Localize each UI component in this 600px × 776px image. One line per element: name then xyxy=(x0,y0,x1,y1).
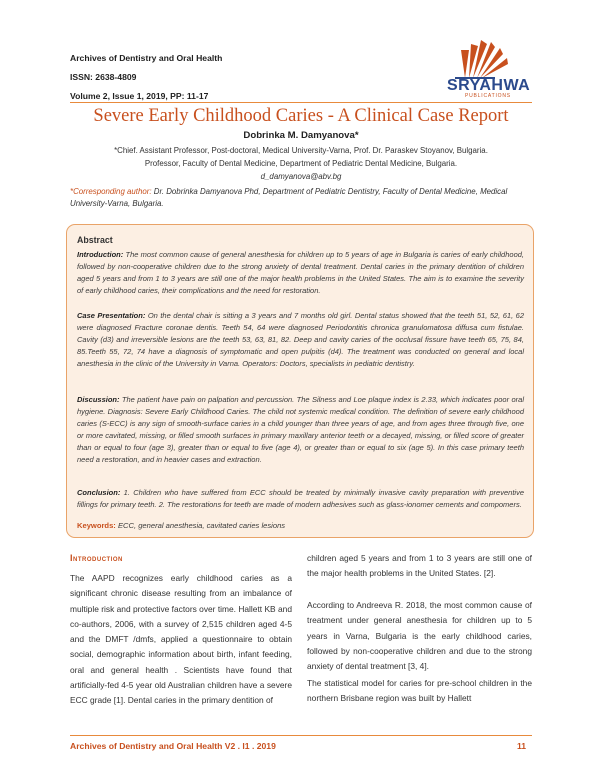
case-text: On the dental chair is sitting a 3 years and 7 months old girl. Dental status showed that the teeth 51, 52, 61, 62 were diagnosed Fracture coronae dentis. Teeth 54, 64 were diagnosed Periodontitis chronica granulomatosa diffusa cum fistulae. Cavity (d3) and irreversible lesions are the teeth 53, 63, 81, 82. Deep and cavity caries of the occlusal fissure have teeth 65, 75, 84, 85.Teeth 55, 72, 74 have a diagnosis of symptomatic and open pulpitis (d4). The treatment was conducted on general and local anesthesia in the clinic of the University in Varna. Operators: Doctors, specialists in pediatric dentistry. xyxy=(77,311,524,368)
volume-info: Volume 2, Issue 1, 2019, PP: 11-17 xyxy=(70,91,209,101)
abstract-introduction xyxy=(77,249,524,297)
issn: ISSN: 2638-4809 xyxy=(70,72,137,82)
corresponding-author xyxy=(70,186,532,210)
header-rule xyxy=(70,102,532,103)
author-email: d_damyanova@abv.bg xyxy=(260,172,342,181)
conclusion-label: Conclusion: xyxy=(77,488,121,497)
affiliation-line-1: *Chief. Assistant Professor, Post-doctoral, Medical University-Varna, Prof. Dr. Paraskev Stoyanov, Bulgaria. xyxy=(114,146,488,155)
case-label: Case Presentation: xyxy=(77,311,146,320)
publisher-logo xyxy=(425,36,535,98)
body-right-paragraph-1: children aged 5 years and from 1 to 3 years are still one of the major health problems in the United States. [2]. xyxy=(307,553,532,579)
discussion-text: The patient have pain on palpation and percussion. The Silness and Loe plaque index is 2.33, which indicates poor oral hygiene. Diagnosis: Severe Early Childhood Caries. The child not systemic medical condition. The definition of severe early childhood caries (S-ECC) is any sign of smooth-surface caries in a child younger than three years of age, and from ages three through five, one or more cavitated, missing, or filled smooth surfaces in primary maxillary anterior teeth or a decayed, missing, or filled score of greater than or equal to four (age 3), greater than or equal to five (age 4), or greater than or equal to six (age 5). In this case primary teeth need a restoration, and in heavier cases and extraction. xyxy=(77,395,524,464)
conclusion-text: 1. Children who have suffered from ECC should be treated by minimally invasive cavity preparation with preventive fillings for primary teeth. 2. The restorations for teeth are made of modern adhesives such as glass-ionomer cements and compomers. xyxy=(77,488,524,509)
body-right-paragraph-3: The statistical model for caries for pre-school children in the northern Brisbane region was built by Hallett xyxy=(307,678,532,704)
introduction-text: The most common cause of general anesthesia for children up to 5 years of age in Bulgaria is caries of early childhood, followed by non-cooperative children due to the strong anxiety of dental treatment. Dental caries in the primary dentition of children aged 5 years and from 1 to 3 years are still one of the major health problems in the United States. The aim is to examine the severity of early childhood caries, their complications and the need for restoration. xyxy=(77,250,524,295)
article-title: Severe Early Childhood Caries - A Clinical Case Report xyxy=(93,106,509,126)
keywords-label: Keywords: xyxy=(77,521,116,530)
author-name: Dobrinka M. Damyanova* xyxy=(243,130,359,141)
corresponding-label: *Corresponding author: xyxy=(70,187,152,196)
footer-rule xyxy=(70,735,532,736)
journal-name: Archives of Dentistry and Oral Health xyxy=(70,53,223,63)
affiliation-line-2: Professor, Faculty of Dental Medicine, Department of Pediatric Dental Medicine, Bulgaria. xyxy=(144,159,458,168)
abstract-case-presentation xyxy=(77,310,524,370)
section-heading-introduction: Introduction xyxy=(70,553,123,563)
body-left-column: The AAPD recognizes early childhood caries as a significant chronic disease resulting from an imbalance of multiple risk and protective factors over time. Hallett KB and co-authors, 2006, with a survey of 2,515 children aged 4-5 and the DMFT /dmfs, applied a questionnaire to obtain social, demographic information about birth, infant feeding, oral and general health . Scientists have found that artificially-fed 4-5 year old Australian children have a severe ECC grade [1]. Dental caries in the primary dentition of xyxy=(70,573,292,706)
logo-wordmark: SRYAHWA xyxy=(447,77,531,94)
abstract-discussion xyxy=(77,394,524,465)
introduction-label: Introduction: xyxy=(77,250,124,259)
logo-tagline: PUBLICATIONS xyxy=(465,93,511,99)
abstract-conclusion xyxy=(77,487,524,511)
page-number: 11 xyxy=(517,741,527,751)
sunburst-icon xyxy=(425,36,535,80)
keywords-text: ECC, general anesthesia, cavitated caries lesions xyxy=(117,521,286,530)
body-right-paragraph-2: According to Andreeva R. 2018, the most common cause of treatment under general anesthesia for children up to 5 years in Varna, Bulgaria is the early childhood caries, followed by non-cooperative children and due to the strong anxiety of dental treatment [3, 4]. xyxy=(307,600,532,672)
footer-journal: Archives of Dentistry and Oral Health V2 . I1 . 2019 xyxy=(70,741,276,751)
discussion-label: Discussion: xyxy=(77,395,120,404)
abstract-heading: Abstract xyxy=(77,235,113,245)
corresponding-text: Dr. Dobrinka Damyanova Phd, Department of Pediatric Dentistry, Faculty of Dental Medicine, Medical University-Varna, Bulgaria. xyxy=(70,187,508,208)
keywords xyxy=(77,521,285,530)
